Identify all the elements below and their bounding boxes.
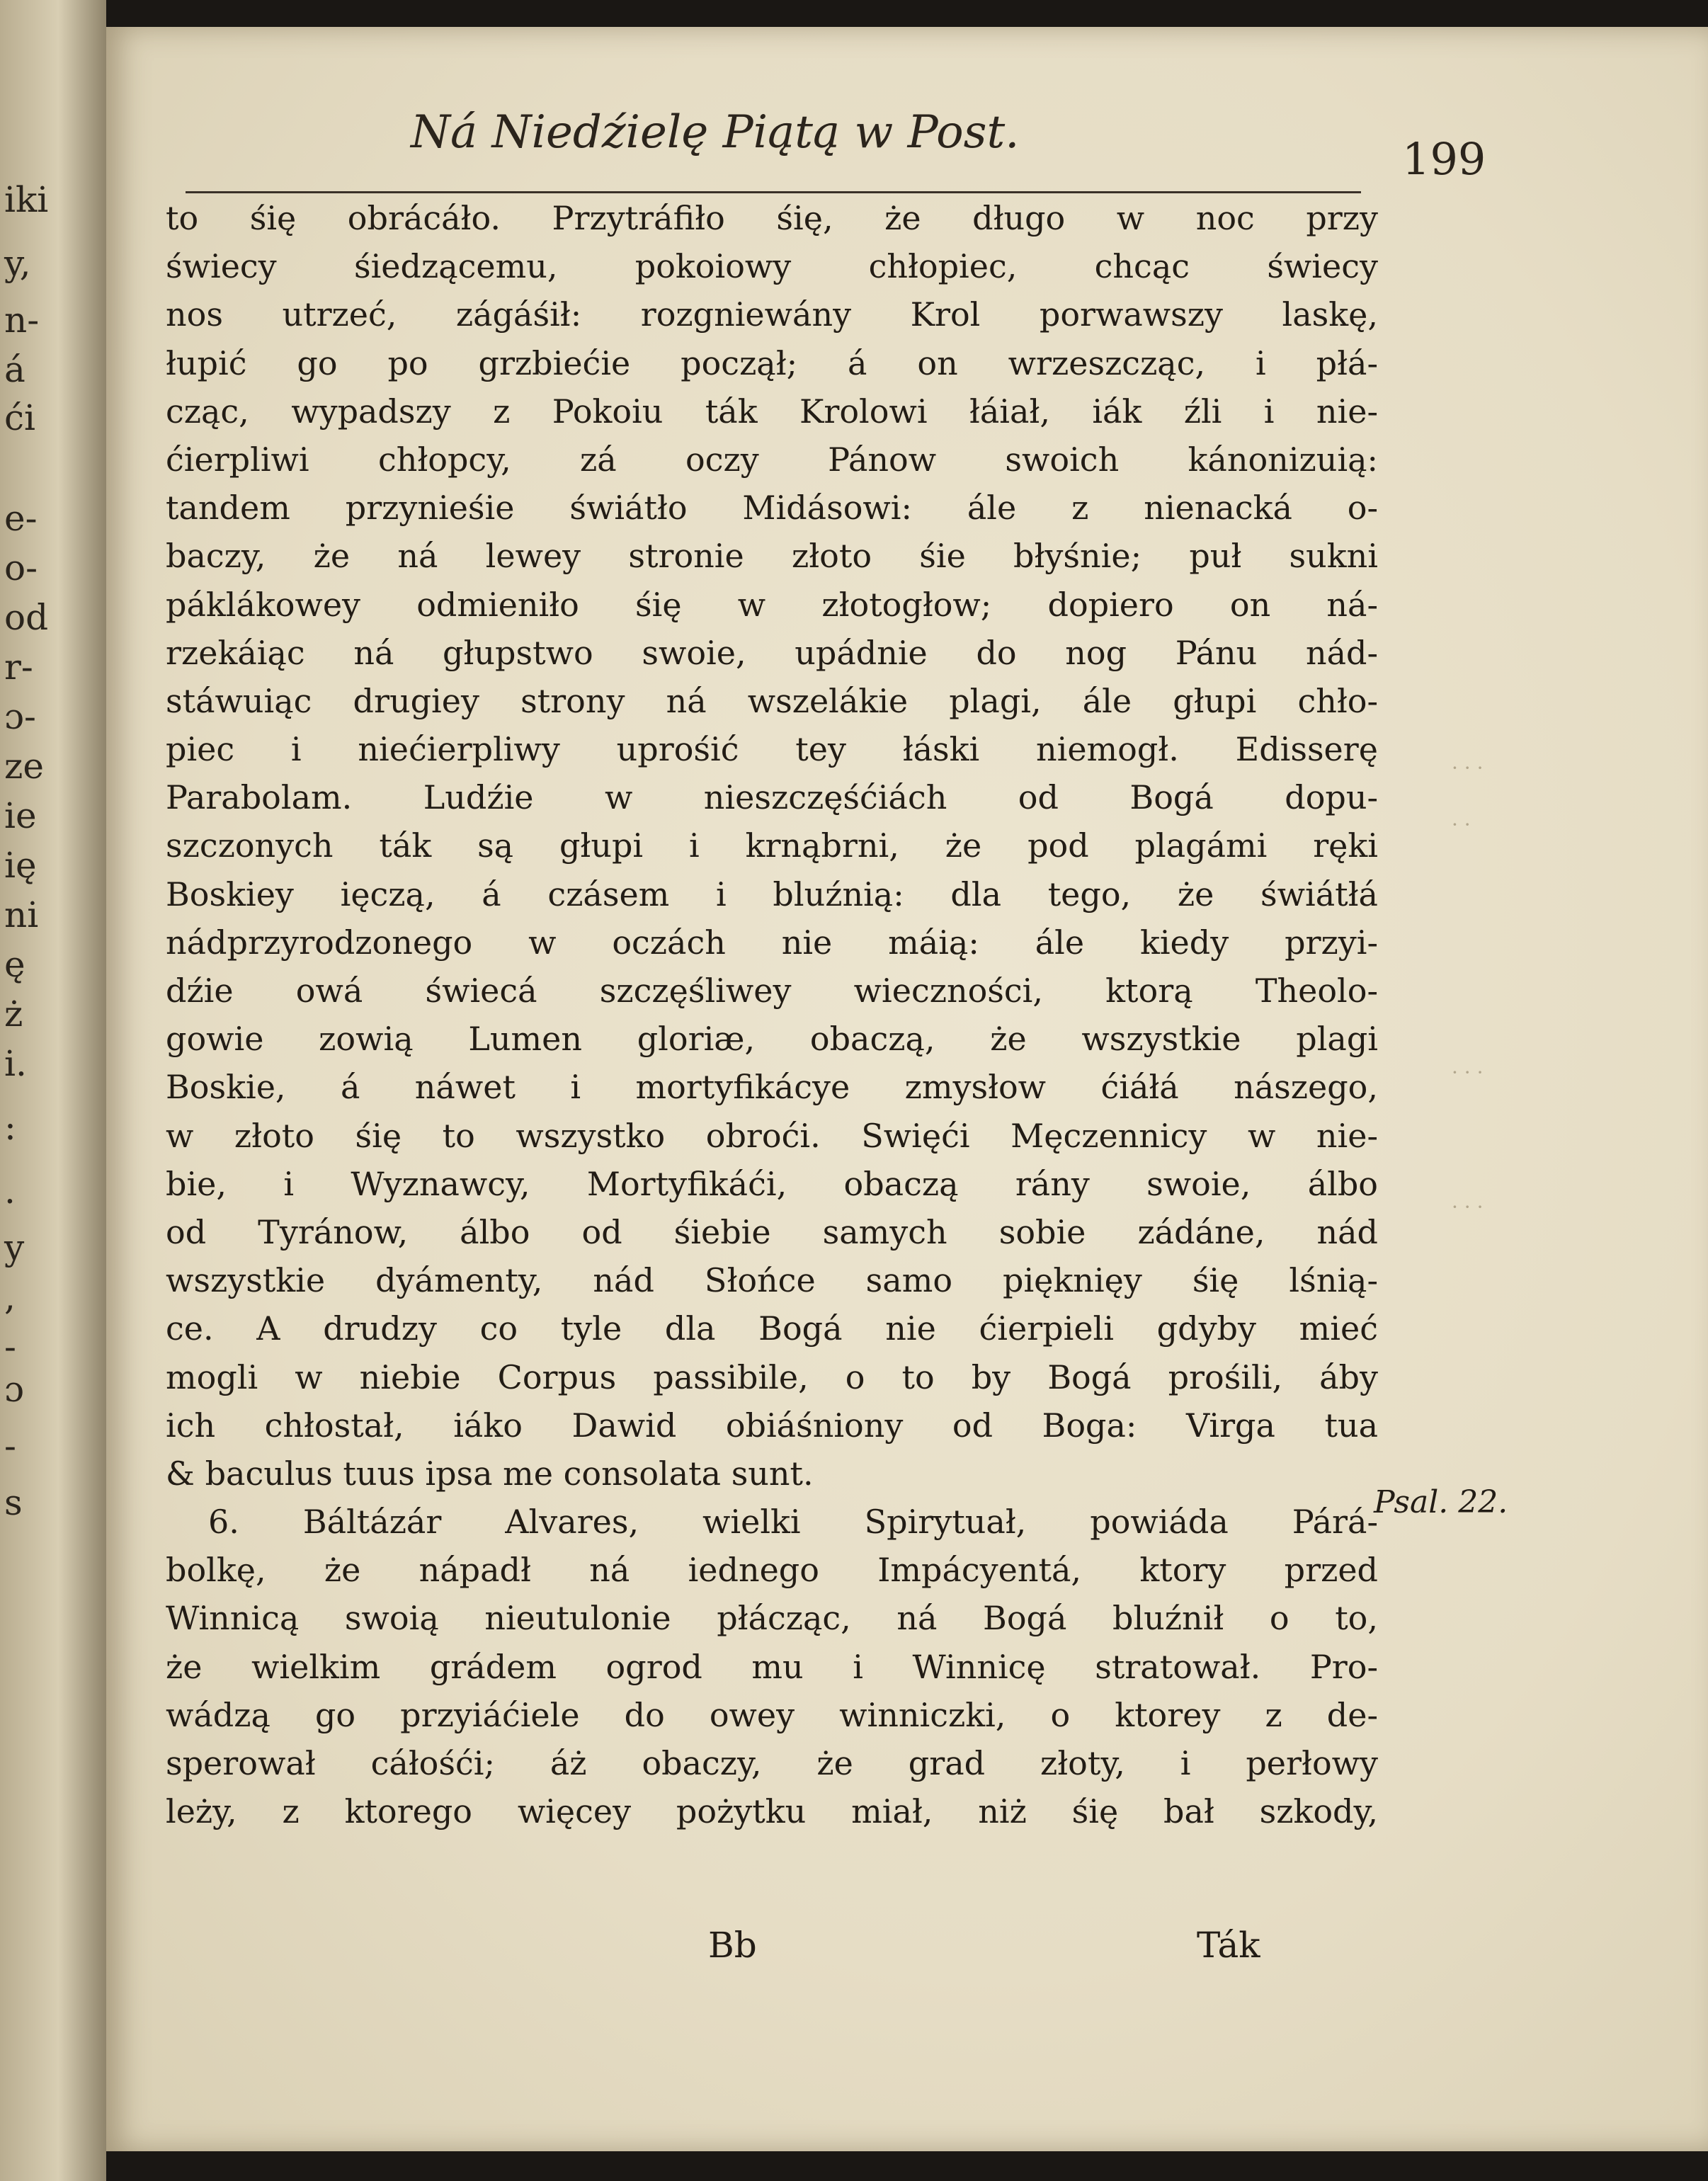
text-line: ce. A drudzy co tyle dla Bogá nie ćierpieli gdyby mieć bbox=[166, 1309, 1378, 1348]
text-line: leży, z ktorego więcey pożytku miał, niż śię bał szkody, bbox=[166, 1792, 1378, 1831]
catchword: Ták bbox=[1197, 1925, 1260, 1966]
facing-page-fragment: r- bbox=[4, 647, 33, 688]
facing-page-edge bbox=[0, 0, 106, 2181]
facing-page-fragment: ze bbox=[4, 746, 44, 787]
text-line: Boskie, á náwet i mortyfikácye zmysłow ćiáłá nászego, bbox=[166, 1068, 1378, 1107]
signature-mark: Bb bbox=[708, 1925, 757, 1966]
text-line: świecy śiedzącemu, pokoiowy chłopiec, chcąc świecy bbox=[166, 247, 1378, 286]
facing-page-fragment: ći bbox=[4, 397, 35, 438]
facing-page-fragment: od bbox=[4, 597, 49, 638]
facing-page-fragment: ż bbox=[4, 993, 23, 1035]
bleed-through-mark: · · · bbox=[1452, 1195, 1484, 1219]
bleed-through-mark: · · · bbox=[1452, 756, 1484, 780]
text-line: piec i niećierpliwy uprośić tey łáski niemogł. Edisserę bbox=[166, 730, 1378, 769]
text-line: od Tyránow, álbo od śiebie samych sobie zádáne, nád bbox=[166, 1212, 1378, 1251]
facing-page-fragment: y, bbox=[4, 243, 31, 284]
facing-page-fragment: ę bbox=[4, 944, 25, 985]
facing-page-fragment: y bbox=[4, 1227, 25, 1268]
text-line: ich chłostał, iáko Dawid obiáśniony od Boga: Virga tua bbox=[166, 1406, 1378, 1445]
text-line: rzekáiąc ná głupstwo swoie, upádnie do nog Pánu nád- bbox=[166, 633, 1378, 672]
facing-page-fragment: á bbox=[4, 349, 25, 390]
facing-page-fragment: , bbox=[4, 1277, 16, 1318]
text-line: wszystkie dyámenty, nád Słońce samo pięknięy śię lśnią- bbox=[166, 1261, 1378, 1300]
header-rule bbox=[186, 191, 1361, 193]
facing-page-fragment: n- bbox=[4, 300, 40, 341]
text-line: & baculus tuus ipsa me consolata sunt. bbox=[166, 1454, 814, 1493]
facing-page-fragment: iki bbox=[4, 179, 49, 220]
facing-page-fragment: - bbox=[4, 1326, 16, 1367]
text-line: stáwuiąc drugiey strony ná wszelákie plagi, ále głupi chło- bbox=[166, 681, 1378, 720]
text-line: cząc, wypadszy z Pokoiu ták Krolowi łáiał, iák źli i nie- bbox=[166, 392, 1378, 431]
page-number: 199 bbox=[1402, 133, 1486, 185]
text-line: 6. Báltázár Alvares, wielki Spirytuał, powiáda Párá- bbox=[208, 1503, 1378, 1542]
facing-page-fragment: s bbox=[4, 1482, 23, 1523]
book-page bbox=[106, 27, 1708, 2151]
text-line: Winnicą swoią nieutulonie płácząc, ná Bogá bluźnił o to, bbox=[166, 1599, 1378, 1638]
text-line: dźie owá świecá szczęśliwey wieczności, ktorą Theolo- bbox=[166, 972, 1378, 1010]
facing-page-fragment: . bbox=[4, 1171, 16, 1212]
text-line: gowie zowią Lumen gloriæ, obaczą, że wszystkie plagi bbox=[166, 1020, 1378, 1059]
margin-note: Psal. 22. bbox=[1374, 1484, 1508, 1520]
text-line: szczonych ták są głupi i krnąbrni, że pod plagámi ręki bbox=[166, 826, 1378, 865]
facing-page-fragment: o- bbox=[4, 547, 38, 588]
text-line: że wielkim grádem ogrod mu i Winnicę stratował. Pro- bbox=[166, 1647, 1378, 1686]
text-line: bie, i Wyznawcy, Mortyfikáći, obaczą rány swoie, álbo bbox=[166, 1164, 1378, 1203]
text-line: baczy, że ná lewey stronie złoto śie błyśnie; puł sukni bbox=[166, 537, 1378, 576]
facing-page-fragment: ɔ bbox=[4, 1369, 25, 1410]
facing-page-fragment: ię bbox=[4, 845, 37, 886]
bleed-through-mark: · · bbox=[1452, 813, 1471, 836]
text-line: to śię obrácáło. Przytráfiło śię, że długo w noc przy bbox=[166, 199, 1378, 237]
facing-page-fragment: i. bbox=[4, 1043, 27, 1084]
text-line: łupić go po grzbiećie począł; á on wrzeszcząc, i płá- bbox=[166, 343, 1378, 382]
text-line: Parabolam. Ludźie w nieszczęśćiách od Bogá dopu- bbox=[166, 778, 1378, 817]
text-line: sperował cáłośći; áż obaczy, że grad złoty, i perłowy bbox=[166, 1744, 1378, 1782]
text-line: nádprzyrodzonego w oczách nie máią: ále kiedy przyi- bbox=[166, 923, 1378, 962]
facing-page-fragment: ie bbox=[4, 795, 37, 836]
facing-page-fragment: ɔ- bbox=[4, 696, 36, 737]
text-line: páklákowey odmieniło śię w złotogłow; dopiero on ná- bbox=[166, 585, 1378, 624]
text-line: wádzą go przyiáćiele do owey winniczki, o ktorey z de- bbox=[166, 1695, 1378, 1734]
facing-page-fragment: - bbox=[4, 1425, 16, 1467]
text-line: ćierpliwi chłopcy, zá oczy Pánow swoich kánonizuią: bbox=[166, 440, 1378, 479]
running-head: Ná Niedźielę Piątą w Post. bbox=[411, 106, 1020, 159]
text-line: bolkę, że nápadł ná iednego Impácyentá, ktory przed bbox=[166, 1551, 1378, 1590]
facing-page-fragment: ni bbox=[4, 894, 39, 935]
facing-page-fragment: e- bbox=[4, 498, 38, 539]
body-text bbox=[166, 194, 1378, 1835]
facing-page-fragment: : bbox=[4, 1107, 16, 1148]
text-line: tandem przynieśie świátło Midásowi: ále z nienacká o- bbox=[166, 489, 1378, 528]
text-line: Boskiey ięczą, á czásem i bluźnią: dla tego, że świátłá bbox=[166, 875, 1378, 913]
text-line: nos utrzeć, zágáśił: rozgniewány Krol porwawszy laskę, bbox=[166, 295, 1378, 334]
text-line: mogli w niebie Corpus passibile, o to by Bogá prośili, áby bbox=[166, 1357, 1378, 1396]
bleed-through-mark: · · · bbox=[1452, 1061, 1484, 1084]
text-line: w złoto śię to wszystko obroći. Swięći Męczennicy w nie- bbox=[166, 1116, 1378, 1155]
